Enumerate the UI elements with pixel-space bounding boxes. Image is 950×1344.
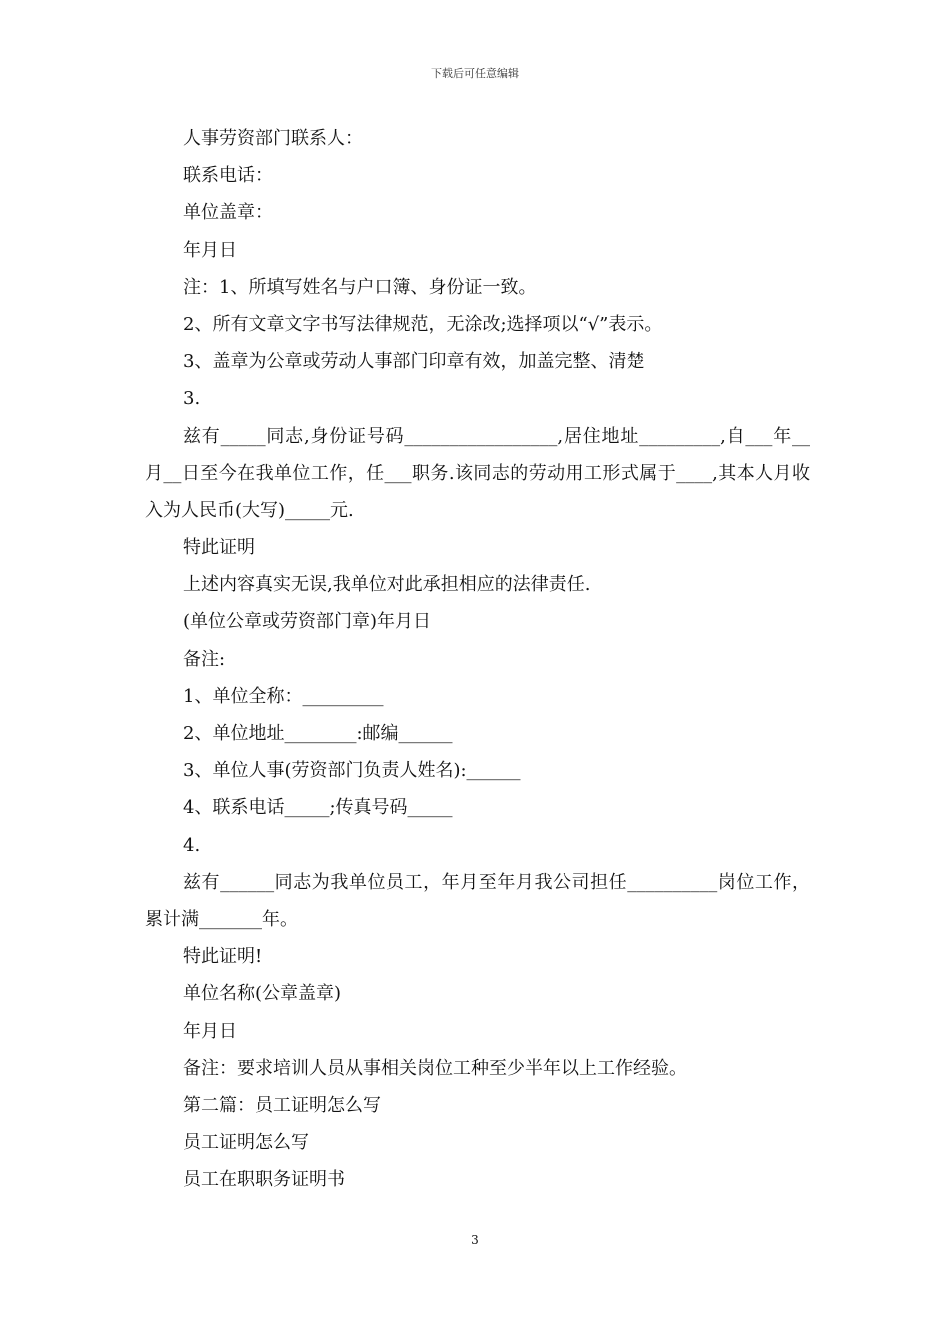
page-number: 3: [471, 1233, 479, 1247]
employment-certificate-title: 员工在职职务证明书: [183, 1169, 345, 1191]
note-line-2: 2、所有文章文字书写法律规范，无涂改;选择项以“√”表示。: [183, 313, 663, 335]
unit-name-seal-line: 单位名称(公章盖章): [183, 983, 342, 1005]
hereby-certify-line: 特此证明: [183, 537, 255, 559]
note-line-3: 3、盖章为公章或劳动人事部门印章有效，加盖完整、清楚: [183, 351, 645, 373]
document-body: [145, 120, 810, 1199]
remark-unit-address: 2、单位地址________:邮编______: [183, 723, 453, 745]
training-remark-line: 备注：要求培训人员从事相关岗位工种至少半年以上工作经验。: [183, 1057, 687, 1079]
contact-person-line: 人事劳资部门联系人：: [183, 128, 363, 149]
contact-phone-line: 联系电话：: [183, 165, 273, 187]
date-line: 年月日: [183, 239, 237, 261]
section-number-4: 4.: [183, 834, 201, 856]
chapter-two-heading: 第二篇：员工证明怎么写: [183, 1094, 381, 1116]
how-to-write-line: 员工证明怎么写: [183, 1132, 309, 1154]
seal-date-line: (单位公章或劳资部门章)年月日: [183, 611, 432, 633]
note-line-1: 注：1、所填写姓名与户口簿、身份证一致。: [183, 276, 537, 298]
date-line-2: 年月日: [183, 1020, 237, 1042]
header-note: 下载后可任意编辑: [431, 67, 519, 80]
section-number-3: 3.: [183, 388, 201, 410]
responsibility-line: 上述内容真实无误,我单位对此承担相应的法律责任.: [183, 574, 591, 596]
remark-phone-fax: 4、联系电话_____;传真号码_____: [183, 797, 453, 819]
certificate-paragraph-4: 兹有______同志为我单位员工，年月至年月我公司担任__________岗位工作，累计满_______年。: [145, 871, 810, 930]
remarks-heading: 备注:: [183, 648, 226, 670]
remark-unit-name: 1、单位全称：_________: [183, 685, 384, 707]
unit-seal-line: 单位盖章：: [183, 202, 273, 224]
hereby-certify-exclaim-line: 特此证明!: [183, 946, 263, 968]
remark-hr-contact: 3、单位人事(劳资部门负责人姓名):______: [183, 760, 521, 782]
certificate-paragraph-3: 兹有_____同志,身份证号码_________________,居住地址_________,自___年__月__日至今在我单位工作，任___职务.该同志的劳动用工形式属于____,其本人月收入为人民币(大写)_____元.: [145, 425, 810, 521]
